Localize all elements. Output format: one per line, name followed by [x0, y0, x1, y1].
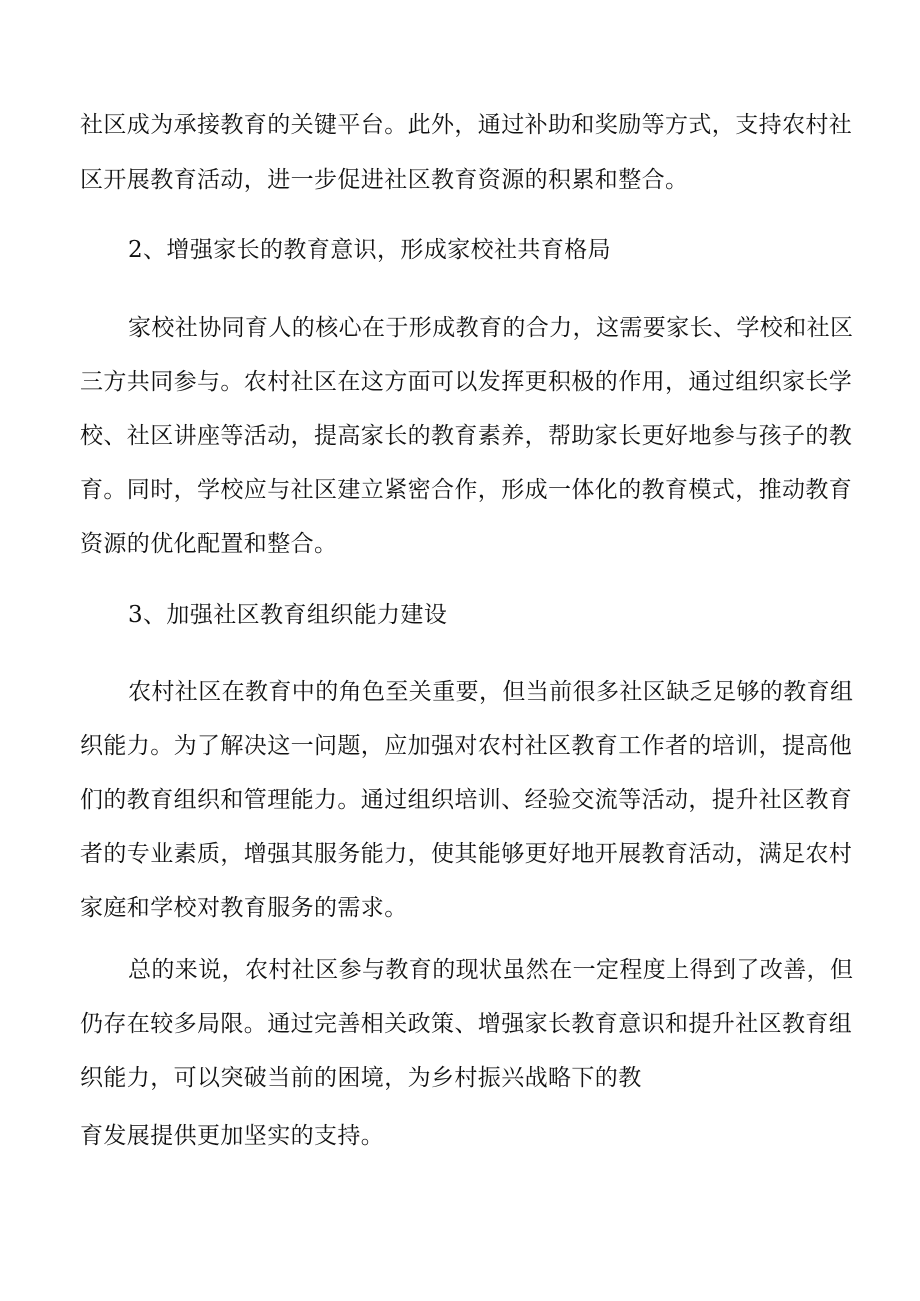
section-heading-3: 3、加强社区教育组织能力建设 — [128, 602, 448, 628]
paragraph-line: 育。同时，学校应与社区建立紧密合作，形成一体化的教育模式，推动教育 — [80, 477, 853, 503]
paragraph-line: 区开展教育活动，进一步促进社区教育资源的积累和整合。 — [80, 167, 689, 193]
section-heading-2: 2、增强家长的教育意识，形成家校社共育格局 — [128, 237, 612, 263]
paragraph-line: 家校社协同育人的核心在于形成教育的合力，这需要家长、学校和社区 — [128, 315, 854, 341]
paragraph-line: 仍存在较多局限。通过完善相关政策、增强家长教育意识和提升社区教育组 — [80, 1011, 853, 1037]
paragraph-line: 资源的优化配置和整合。 — [80, 531, 338, 557]
paragraph-line: 家庭和学校对教育服务的需求。 — [80, 895, 408, 921]
paragraph-line: 者的专业素质，增强其服务能力，使其能够更好地开展教育活动，满足农村 — [80, 841, 853, 867]
paragraph-line: 社区成为承接教育的关键平台。此外，通过补助和奖励等方式，支持农村社 — [80, 112, 853, 138]
paragraph-line: 织能力，可以突破当前的困境，为乡村振兴战略下的教 — [80, 1065, 642, 1091]
paragraph-line: 育发展提供更加坚实的支持。 — [80, 1123, 385, 1149]
paragraph-line: 织能力。为了解决这一问题，应加强对农村社区教育工作者的培训，提高他 — [80, 733, 853, 759]
paragraph-line: 农村社区在教育中的角色至关重要，但当前很多社区缺乏足够的教育组 — [128, 679, 854, 705]
paragraph-line: 总的来说，农村社区参与教育的现状虽然在一定程度上得到了改善，但 — [128, 957, 854, 983]
paragraph-line: 们的教育组织和管理能力。通过组织培训、经验交流等活动，提升社区教育 — [80, 787, 853, 813]
paragraph-line: 三方共同参与。农村社区在这方面可以发挥更积极的作用，通过组织家长学 — [80, 369, 853, 395]
paragraph-line: 校、社区讲座等活动，提高家长的教育素养，帮助家长更好地参与孩子的教 — [80, 423, 853, 449]
